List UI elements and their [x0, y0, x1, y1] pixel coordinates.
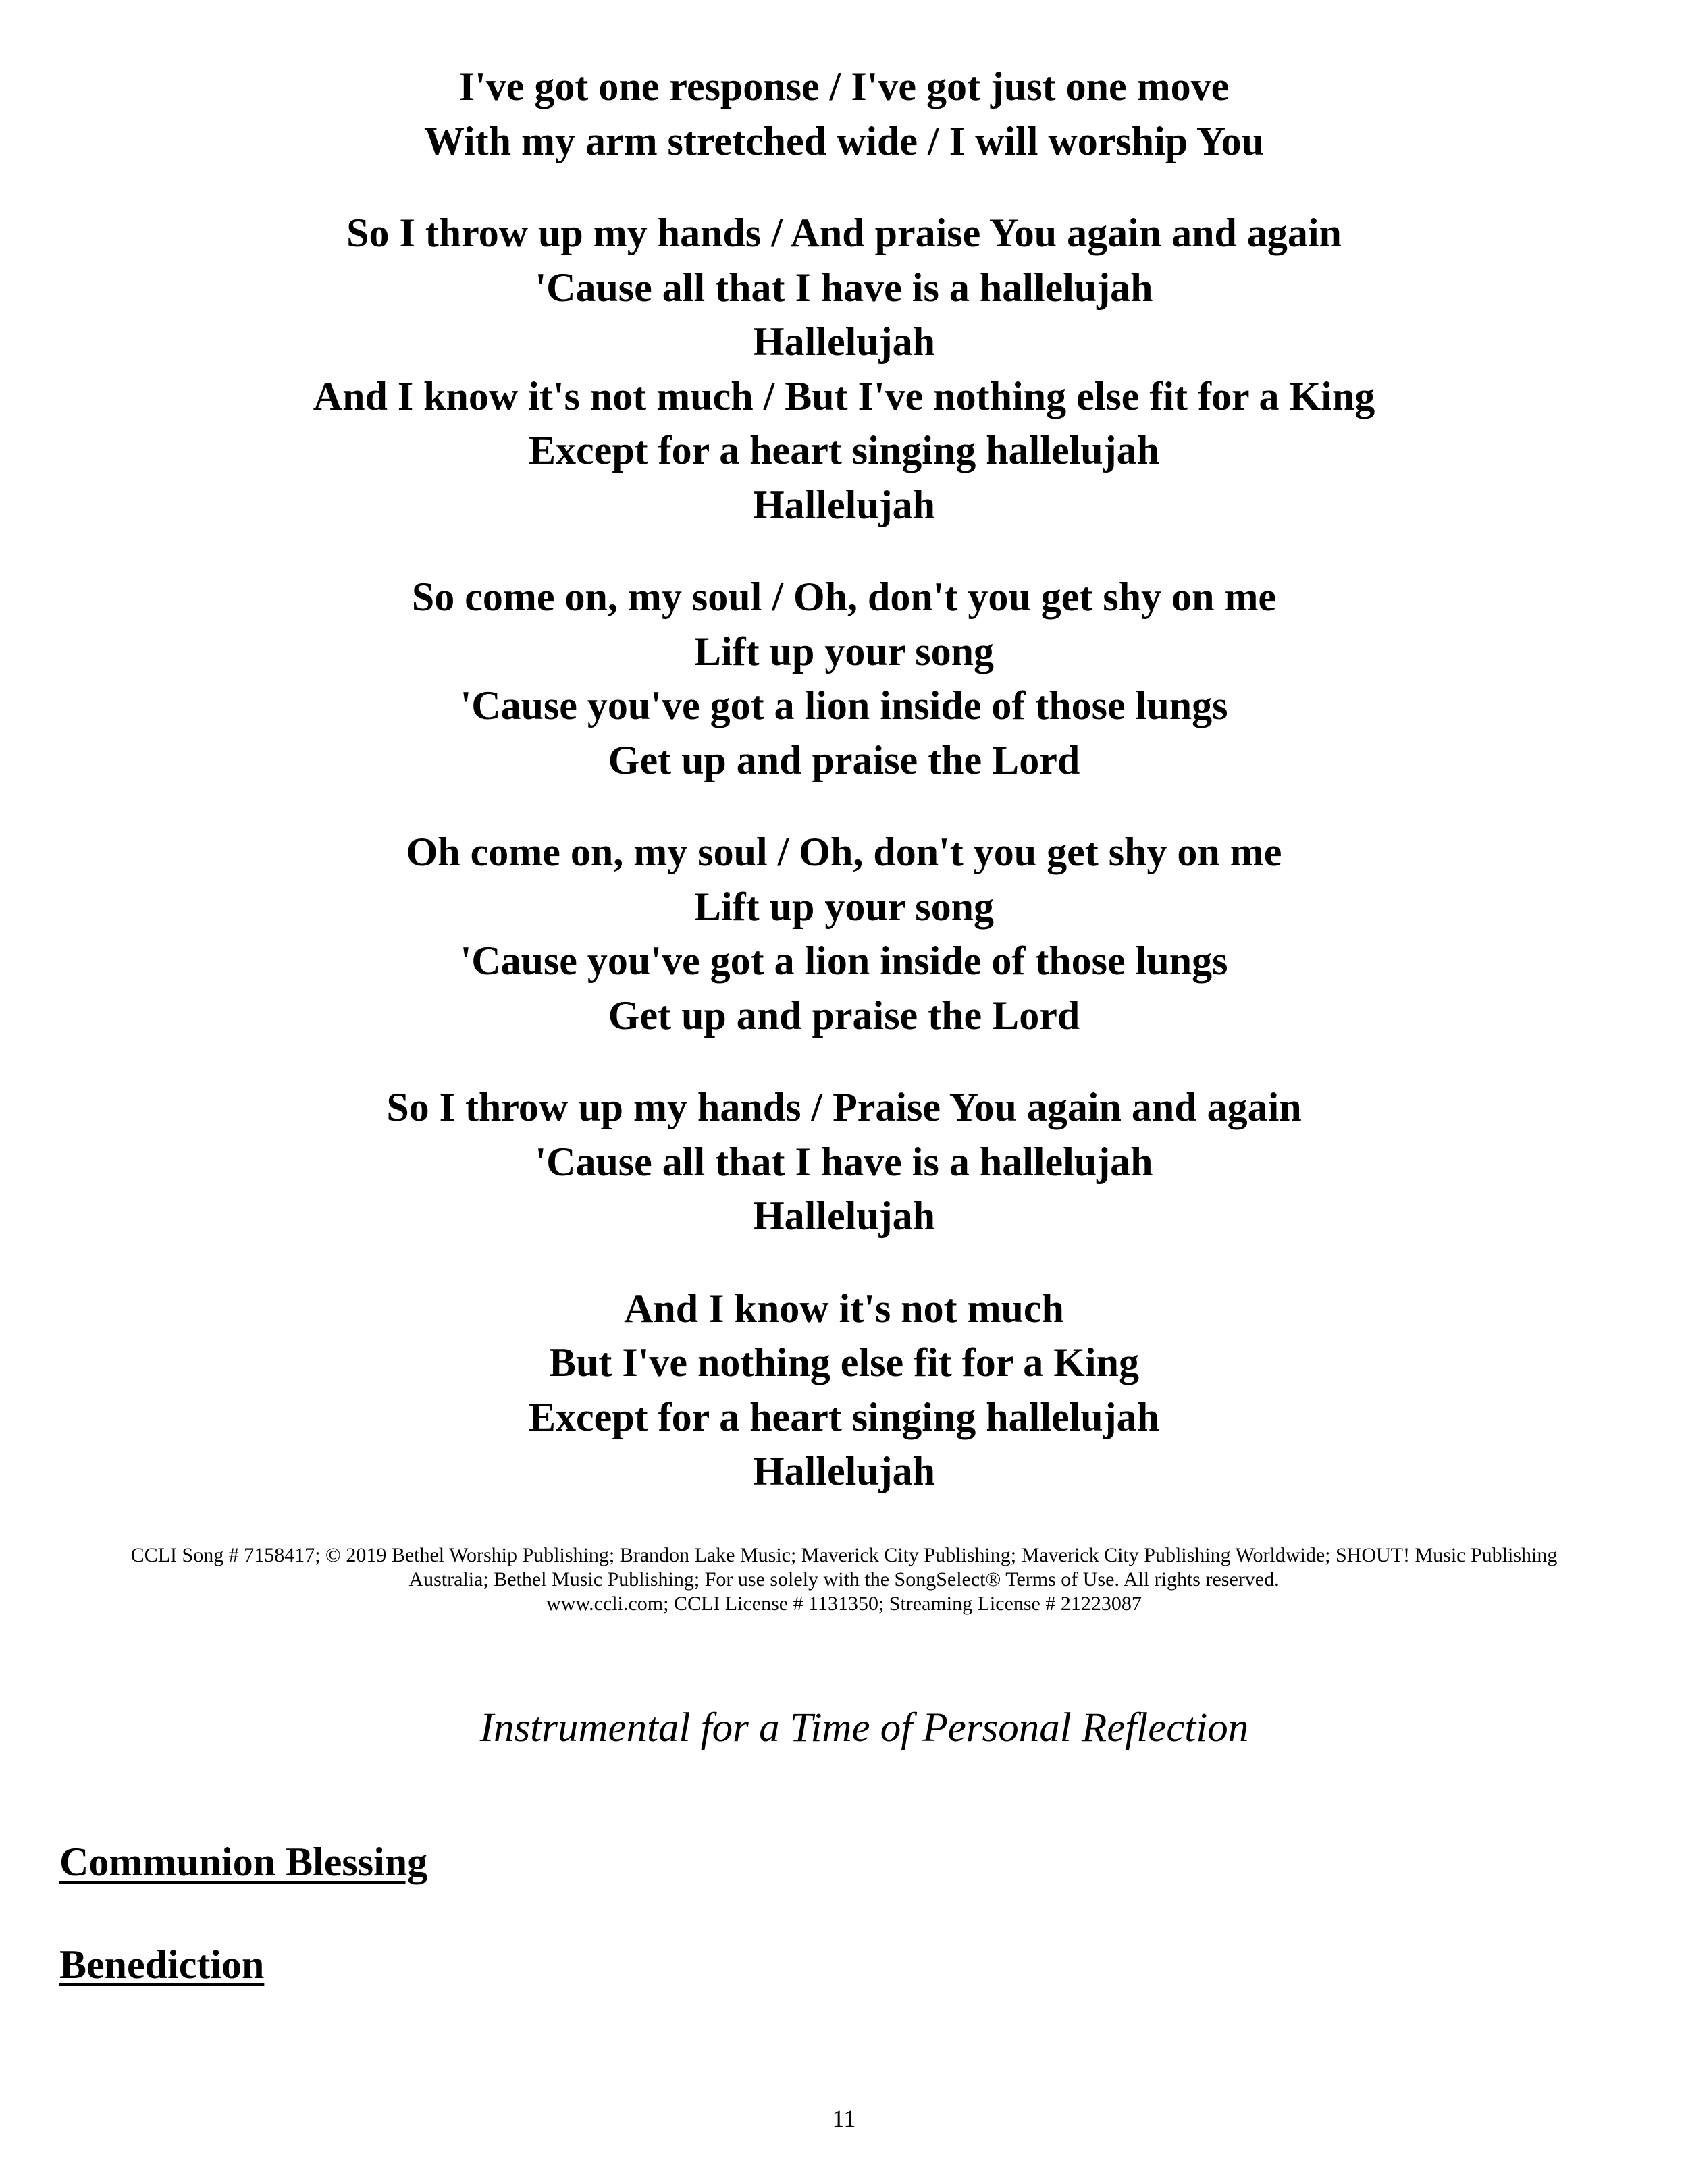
lyric-line: 'Cause you've got a lion inside of those lungs: [460, 683, 1228, 728]
lyric-line: Hallelujah: [752, 1449, 936, 1493]
reflection-note: Instrumental for a Time of Personal Reflection: [479, 1705, 1249, 1751]
stanza-4: [0, 825, 1688, 1042]
copyright-line: www.ccli.com; CCLI License # 1131350; Streaming License # 21223087: [546, 1593, 1142, 1615]
stanza-5: [0, 1080, 1688, 1244]
song-lyrics: [0, 59, 1688, 1537]
lyric-line: Except for a heart singing hallelujah: [529, 428, 1159, 473]
lyric-line: 'Cause all that I have is a hallelujah: [535, 265, 1153, 310]
lyric-line: And I know it's not much: [624, 1285, 1064, 1331]
stanza-1: [0, 59, 1688, 168]
lyric-line: Except for a heart singing hallelujah: [529, 1394, 1159, 1439]
lyric-line: Lift up your song: [693, 629, 995, 674]
lyric-line: Lift up your song: [693, 884, 995, 929]
lyric-line: So come on, my soul / Oh, don't you get shy on me: [411, 575, 1277, 619]
page-number: 11: [832, 2105, 856, 2132]
lyric-line: Hallelujah: [752, 319, 936, 364]
lyric-line: Get up and praise the Lord: [608, 992, 1080, 1038]
lyric-line: Hallelujah: [752, 482, 936, 527]
lyric-line: Hallelujah: [752, 1194, 936, 1238]
copyright-line: CCLI Song # 7158417; © 2019 Bethel Worship Publishing; Brandon Lake Music; Maverick City Publishing; Maverick City Publishing Worldwide; SHOUT! Music Publishing: [130, 1544, 1558, 1566]
lyric-line: So I throw up my hands / And praise You again and again: [346, 211, 1342, 255]
lyric-line: I've got one response / I've got just one move: [458, 64, 1230, 109]
stanza-3: [0, 570, 1688, 787]
copyright-line: Australia; Bethel Music Publishing; For use solely with the SongSelect® Terms of Use. All rights reserved.: [408, 1568, 1280, 1591]
lyric-line: 'Cause all that I have is a hallelujah: [535, 1139, 1153, 1184]
stanza-2: [0, 206, 1688, 532]
copyright-notice: [41, 1543, 1647, 1616]
communion-blessing-heading: Communion Blessing: [59, 1840, 428, 1884]
stanza-6: [0, 1281, 1688, 1499]
lyric-line: 'Cause you've got a lion inside of those lungs: [460, 938, 1228, 983]
lyric-line: Oh come on, my soul / Oh, don't you get shy on me: [406, 830, 1282, 874]
benediction-heading: Benediction: [59, 1942, 265, 1987]
lyric-line: With my arm stretched wide / I will worship You: [424, 118, 1264, 163]
lyric-line: And I know it's not much / But I've nothing else fit for a King: [313, 373, 1375, 419]
lyric-line: But I've nothing else fit for a King: [549, 1340, 1139, 1385]
lyric-line: Get up and praise the Lord: [608, 737, 1080, 782]
lyric-line: So I throw up my hands / Praise You again and again: [386, 1085, 1302, 1129]
